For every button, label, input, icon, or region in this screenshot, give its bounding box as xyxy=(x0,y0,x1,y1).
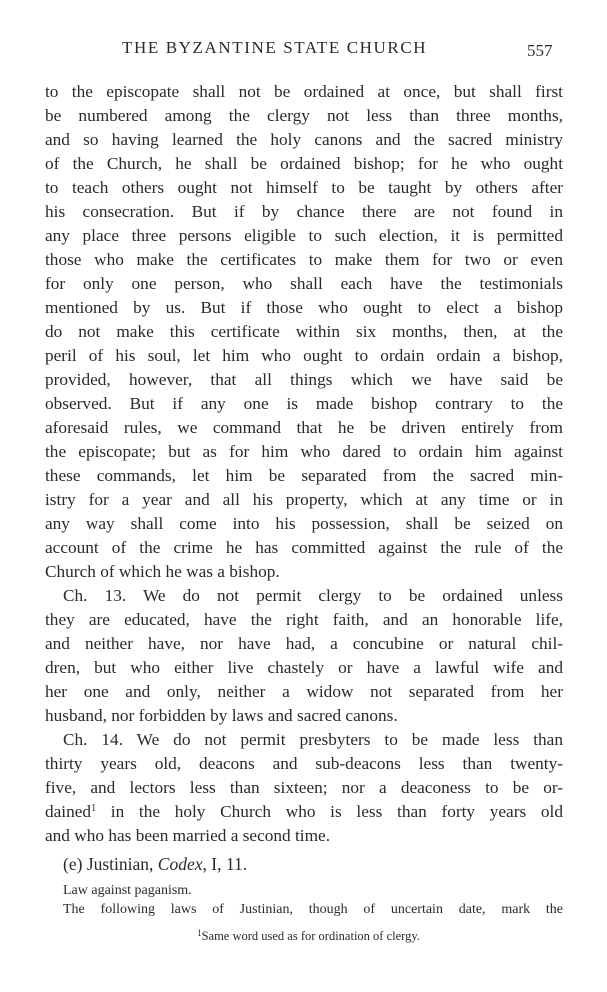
text-line: five, and lectors less than sixteen; nor a deaconess to be or- xyxy=(45,778,563,797)
source-work: Codex xyxy=(157,854,203,874)
footnote xyxy=(0,929,607,944)
text-line: they are educated, have the right faith, and an honorable life, xyxy=(45,610,563,629)
text-line xyxy=(45,800,563,824)
text-line: for only one person, who shall each have the testimonials xyxy=(45,274,563,293)
text-line: istry for a year and all his property, which at any time or in xyxy=(45,490,563,509)
text-line: be numbered among the clergy not less than three months, xyxy=(45,106,563,125)
footnote-mark: 1 xyxy=(197,928,202,938)
text-line: observed. But if any one is made bishop contrary to the xyxy=(45,394,563,413)
page-number: 557 xyxy=(527,41,553,60)
text-line: those who make the certificates to make them for two or even xyxy=(45,250,563,269)
paragraph xyxy=(45,728,563,848)
text-line: husband, nor forbidden by laws and sacred canons. xyxy=(45,706,398,725)
note-title: Law against paganism. xyxy=(63,883,192,898)
text-line: peril of his soul, let him who ought to ordain ordain a bishop, xyxy=(45,346,563,365)
text-line: do not make this certificate within six months, then, at the xyxy=(45,322,563,341)
text-line: of the Church, he shall be ordained bishop; for he who ought xyxy=(45,154,563,173)
source-label: (e) xyxy=(63,854,83,874)
text-line: and neither have, nor have had, a concubine or natural chil- xyxy=(45,634,563,653)
source-heading xyxy=(63,854,247,875)
footnote-reference: 1 xyxy=(91,803,97,814)
note-text: The following laws of Justinian, though of uncertain date, mark the xyxy=(63,902,563,917)
text-line: mentioned by us. But if those who ought to elect a bishop xyxy=(45,298,563,317)
text-line: any way shall come into his possession, shall be seized on xyxy=(45,514,563,533)
text-line: her one and only, neither a widow not separated from her xyxy=(45,682,563,701)
body-text xyxy=(45,80,563,848)
text-line: his consecration. But if by chance there are not found in xyxy=(45,202,563,221)
text-segment: in the holy Church who is less than forty years old xyxy=(96,802,563,821)
text-line: Church of which he was a bishop. xyxy=(45,562,280,581)
text-line: the episcopate; but as for him who dared to ordain him against xyxy=(45,442,563,461)
text-line: these commands, let him be separated from the sacred min- xyxy=(45,466,563,485)
text-line: dren, but who either live chastely or have a lawful wife and xyxy=(45,658,563,677)
text-line: and who has been married a second time. xyxy=(45,826,331,845)
text-line: provided, however, that all things which we have said be xyxy=(45,370,563,389)
text-line: account of the crime he has committed against the rule of the xyxy=(45,538,563,557)
text-line: any place three persons eligible to such election, it is permitted xyxy=(45,226,563,245)
paragraph xyxy=(45,80,563,584)
text-line: thirty years old, deacons and sub-deacons less than twenty- xyxy=(45,754,563,773)
source-author: Justinian, xyxy=(86,854,154,874)
footnote-text: Same word used as for ordination of clergy. xyxy=(201,929,420,943)
text-line: to teach others ought not himself to be taught by others after xyxy=(45,178,563,197)
text-line: Ch. 14. We do not permit presbyters to be made less than xyxy=(63,730,563,749)
text-segment: dained xyxy=(45,802,92,821)
text-line: aforesaid rules, we command that he be driven entirely from xyxy=(45,418,563,437)
text-line: and so having learned the holy canons and the sacred ministry xyxy=(45,130,563,149)
text-line: Ch. 13. We do not permit clergy to be ordained unless xyxy=(63,586,563,605)
source-ref: , I, 11. xyxy=(202,854,248,874)
paragraph xyxy=(45,584,563,728)
running-header: THE BYZANTINE STATE CHURCH xyxy=(122,38,428,57)
text-line: to the episcopate shall not be ordained at once, but shall first xyxy=(45,82,563,101)
